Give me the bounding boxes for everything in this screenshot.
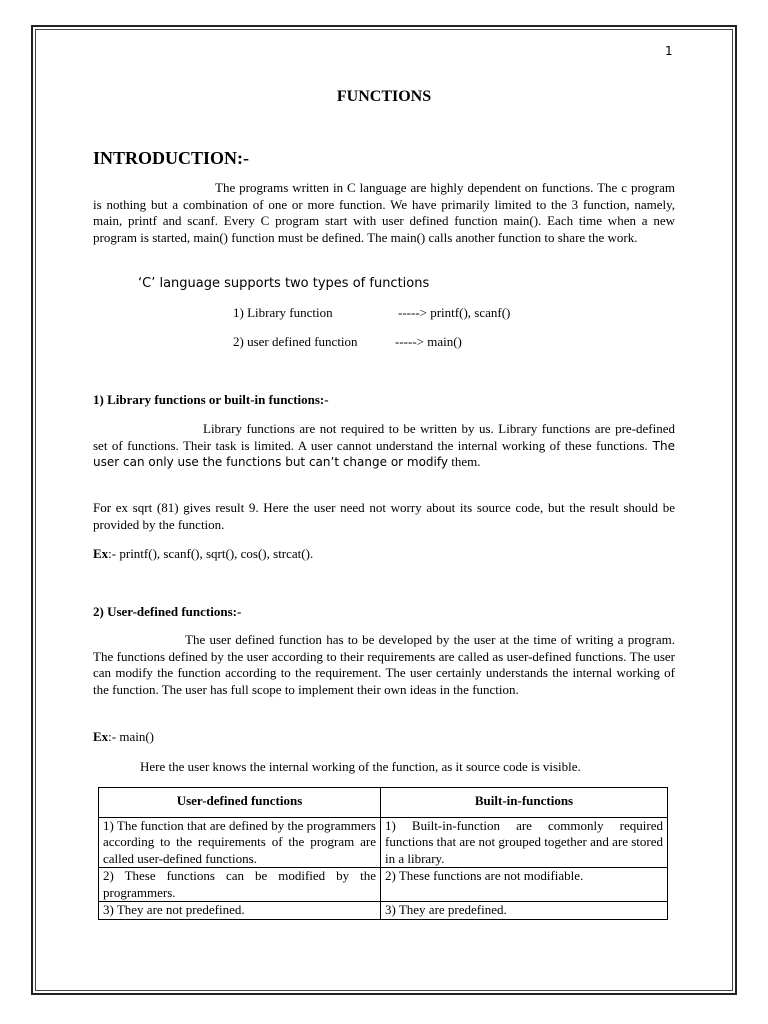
library-heading: 1) Library functions or built-in functions:- [93, 392, 329, 407]
library-paragraph-tail: The user can only use the functions but can’t change or modify [93, 438, 675, 469]
table-row [99, 817, 668, 868]
table-row [99, 868, 668, 902]
table-header-builtin: Built-in-functions [381, 788, 668, 818]
intro-heading: INTRODUCTION:- [93, 148, 250, 168]
supports-line: ‘C’ language supports two types of functions [138, 276, 430, 291]
type-1-label: 1) Library function [233, 305, 333, 320]
page-number: 1 [665, 44, 673, 58]
table-cell: 1) The function that are defined by the programmers according to the requirements of the program are called user-defined functions. [99, 817, 381, 868]
table-header-row [99, 788, 668, 818]
library-ex-label: Ex [93, 546, 109, 561]
table-cell: 2) These functions can be modified by the programmers. [99, 868, 381, 902]
table-header-userdefined: User-defined functions [99, 788, 381, 818]
type-1-arrow: -----> printf(), scanf() [398, 305, 511, 320]
table-cell: 3) They are not predefined. [99, 902, 381, 920]
table-cell: 1) Built-in-function are commonly required functions that are not grouped together and are stored in a library. [381, 817, 668, 868]
userdefined-ex-label: Ex [93, 729, 109, 744]
library-paragraph-main: Library functions are not required to be written by us. Library functions are pre-defined set of functions. Their task is limited. A user cannot understand the internal working of these functions. [93, 421, 675, 453]
userdefined-paragraph: The user defined function has to be developed by the user at the time of writing a program. The functions defined by the user according to their requirements are called as user-defined functions. The user can modify the function according to the requirement. The user certainly understands the internal working of the function. The user has full scope to implement their own ideas in the function. [93, 632, 675, 697]
userdefined-heading: 2) User-defined functions:- [93, 604, 242, 619]
intro-paragraph: The programs written in C language are highly dependent on functions. The c program is nothing but a combination of one or more function. We have primarily limited to the 3 function, namely, main, printf and scanf. Every C program start with user defined function main(). Each time when a new program is started, main() function must be defined. The main() calls another function to share the work. [93, 180, 675, 245]
library-paragraph [93, 421, 675, 471]
userdefined-ex-text: :- main() [108, 729, 155, 744]
table-cell: 2) These functions are not modifiable. [381, 868, 668, 902]
library-paragraph-end: them. [451, 454, 481, 469]
table-cell: 3) They are predefined. [381, 902, 668, 920]
userdefined-example-line [93, 729, 154, 745]
userdefined-note: Here the user knows the internal working of the function, as it source code is visible. [140, 759, 581, 774]
library-example-paragraph: For ex sqrt (81) gives result 9. Here the user need not worry about its source code, but the result should be provided by the function. [93, 500, 675, 532]
type-2-label: 2) user defined function [233, 334, 358, 349]
document-title: FUNCTIONS [336, 88, 432, 105]
type-2-arrow: -----> main() [395, 334, 462, 349]
library-ex-text: :- printf(), scanf(), sqrt(), cos(), strcat(). [108, 546, 314, 561]
library-example-line [93, 546, 313, 562]
comparison-table [98, 787, 668, 920]
table-row [99, 902, 668, 920]
